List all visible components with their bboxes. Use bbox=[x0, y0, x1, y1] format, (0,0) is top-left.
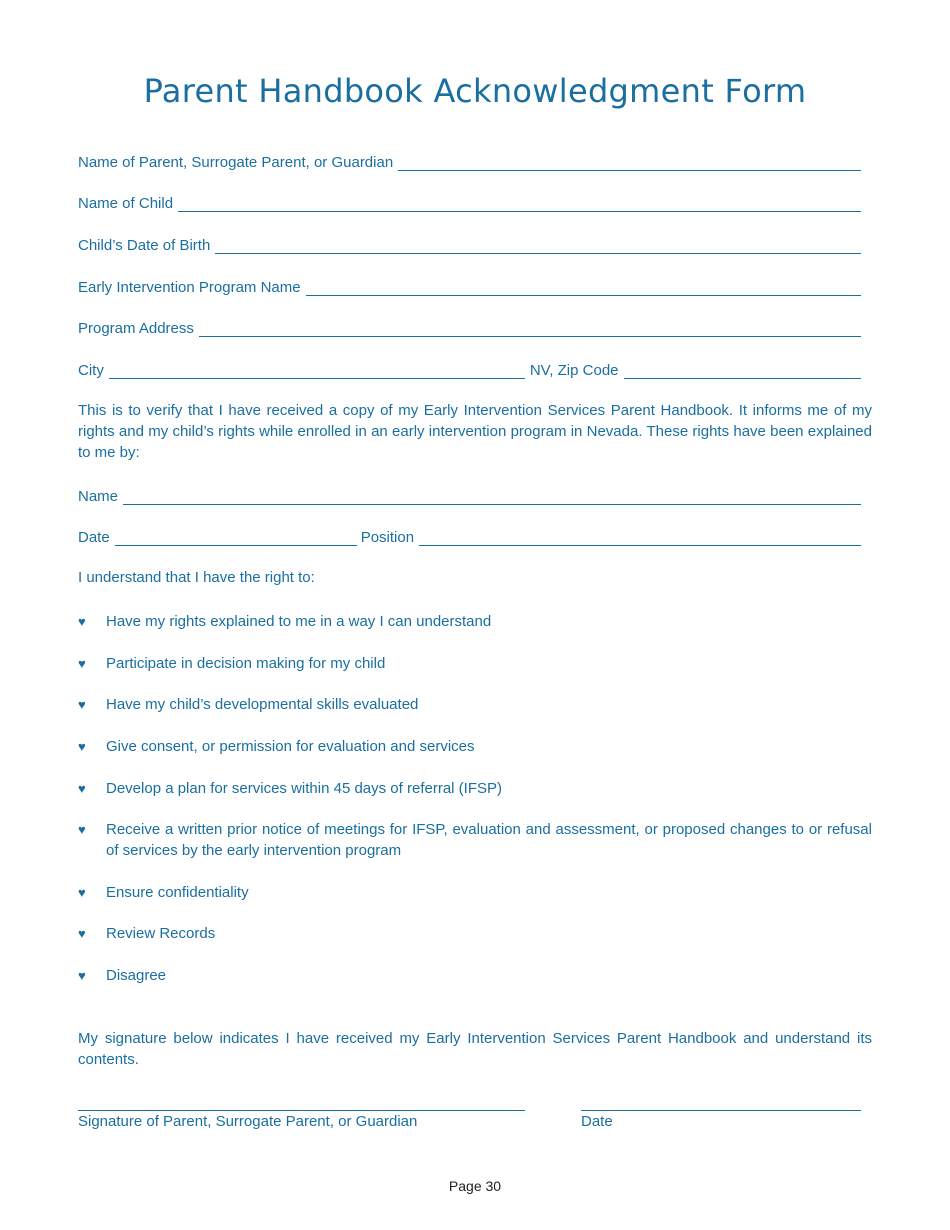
signature-label: Signature of Parent, Surrogate Parent, or Guardian bbox=[78, 1113, 418, 1130]
right-item bbox=[78, 653, 872, 674]
signature-field[interactable] bbox=[78, 1110, 525, 1111]
signature-date-label: Date bbox=[581, 1113, 613, 1130]
right-item bbox=[78, 819, 872, 861]
explainer-date-field[interactable] bbox=[115, 527, 357, 546]
explainer-name-row bbox=[78, 484, 861, 506]
right-item bbox=[78, 736, 872, 757]
city-zip-row bbox=[78, 358, 861, 380]
program-address-row bbox=[78, 316, 861, 338]
right-item bbox=[78, 611, 872, 632]
heart-bullet-icon: ♥ bbox=[78, 968, 86, 983]
heart-bullet-icon: ♥ bbox=[78, 697, 86, 712]
heart-bullet-icon: ♥ bbox=[78, 656, 86, 671]
right-text: Have my child’s developmental skills evaluated bbox=[106, 696, 419, 713]
right-text: Ensure confidentiality bbox=[106, 884, 249, 901]
program-name-label: Early Intervention Program Name bbox=[78, 279, 301, 296]
explainer-position-label: Position bbox=[360, 529, 415, 546]
right-text: Review Records bbox=[106, 925, 216, 942]
heart-bullet-icon: ♥ bbox=[78, 781, 86, 796]
explainer-date-position-row bbox=[78, 525, 861, 547]
heart-bullet-icon: ♥ bbox=[78, 739, 86, 754]
program-address-label: Program Address bbox=[78, 320, 194, 337]
child-name-label: Name of Child bbox=[78, 195, 174, 212]
child-dob-label: Child’s Date of Birth bbox=[78, 237, 211, 254]
form-title: Parent Handbook Acknowledgment Form bbox=[143, 72, 807, 110]
right-text: Have my rights explained to me in a way I can understand bbox=[106, 613, 492, 630]
right-text: Participate in decision making for my child bbox=[106, 655, 386, 672]
right-item bbox=[78, 694, 872, 715]
heart-bullet-icon: ♥ bbox=[78, 822, 86, 837]
signature-paragraph: My signature below indicates I have received my Early Intervention Services Parent Handbook and understand its contents. bbox=[78, 1030, 872, 1068]
right-item bbox=[78, 882, 872, 903]
right-text: Develop a plan for services within 45 days of referral (IFSP) bbox=[106, 780, 502, 797]
child-dob-field[interactable] bbox=[215, 235, 861, 254]
parent-name-field[interactable] bbox=[398, 152, 861, 171]
page-number: Page 30 bbox=[448, 1178, 502, 1194]
verify-paragraph: This is to verify that I have received a copy of my Early Intervention Services Parent Handbook. It informs me of my rights and my child’s rights while enrolled in an early intervention program in Nevada. These rights have been explained to me by: bbox=[78, 402, 872, 461]
right-item bbox=[78, 923, 872, 944]
program-address-field[interactable] bbox=[199, 318, 861, 337]
explainer-name-field[interactable] bbox=[123, 486, 861, 505]
city-field[interactable] bbox=[109, 360, 525, 379]
child-name-row bbox=[78, 191, 861, 213]
right-item bbox=[78, 965, 872, 986]
heart-bullet-icon: ♥ bbox=[78, 885, 86, 900]
zip-label: NV, Zip Code bbox=[529, 362, 619, 379]
right-item bbox=[78, 778, 872, 799]
city-label: City bbox=[78, 362, 104, 379]
heart-bullet-icon: ♥ bbox=[78, 614, 86, 629]
explainer-name-label: Name bbox=[78, 488, 119, 505]
rights-intro: I understand that I have the right to: bbox=[78, 569, 315, 586]
zip-field[interactable] bbox=[624, 360, 861, 379]
heart-bullet-icon: ♥ bbox=[78, 926, 86, 941]
child-name-field[interactable] bbox=[178, 193, 861, 212]
right-text: Give consent, or permission for evaluation and services bbox=[106, 738, 475, 755]
explainer-position-field[interactable] bbox=[419, 527, 861, 546]
program-name-row bbox=[78, 275, 861, 297]
right-text: Receive a written prior notice of meetings for IFSP, evaluation and assessment, or proposed changes to or refusal of services by the early intervention program bbox=[106, 821, 872, 859]
program-name-field[interactable] bbox=[306, 277, 861, 296]
child-dob-row bbox=[78, 233, 861, 255]
parent-name-row bbox=[78, 150, 861, 172]
right-text: Disagree bbox=[106, 967, 167, 984]
signature-date-field[interactable] bbox=[581, 1110, 861, 1111]
parent-name-label: Name of Parent, Surrogate Parent, or Guardian bbox=[78, 154, 394, 171]
explainer-date-label: Date bbox=[78, 529, 110, 546]
